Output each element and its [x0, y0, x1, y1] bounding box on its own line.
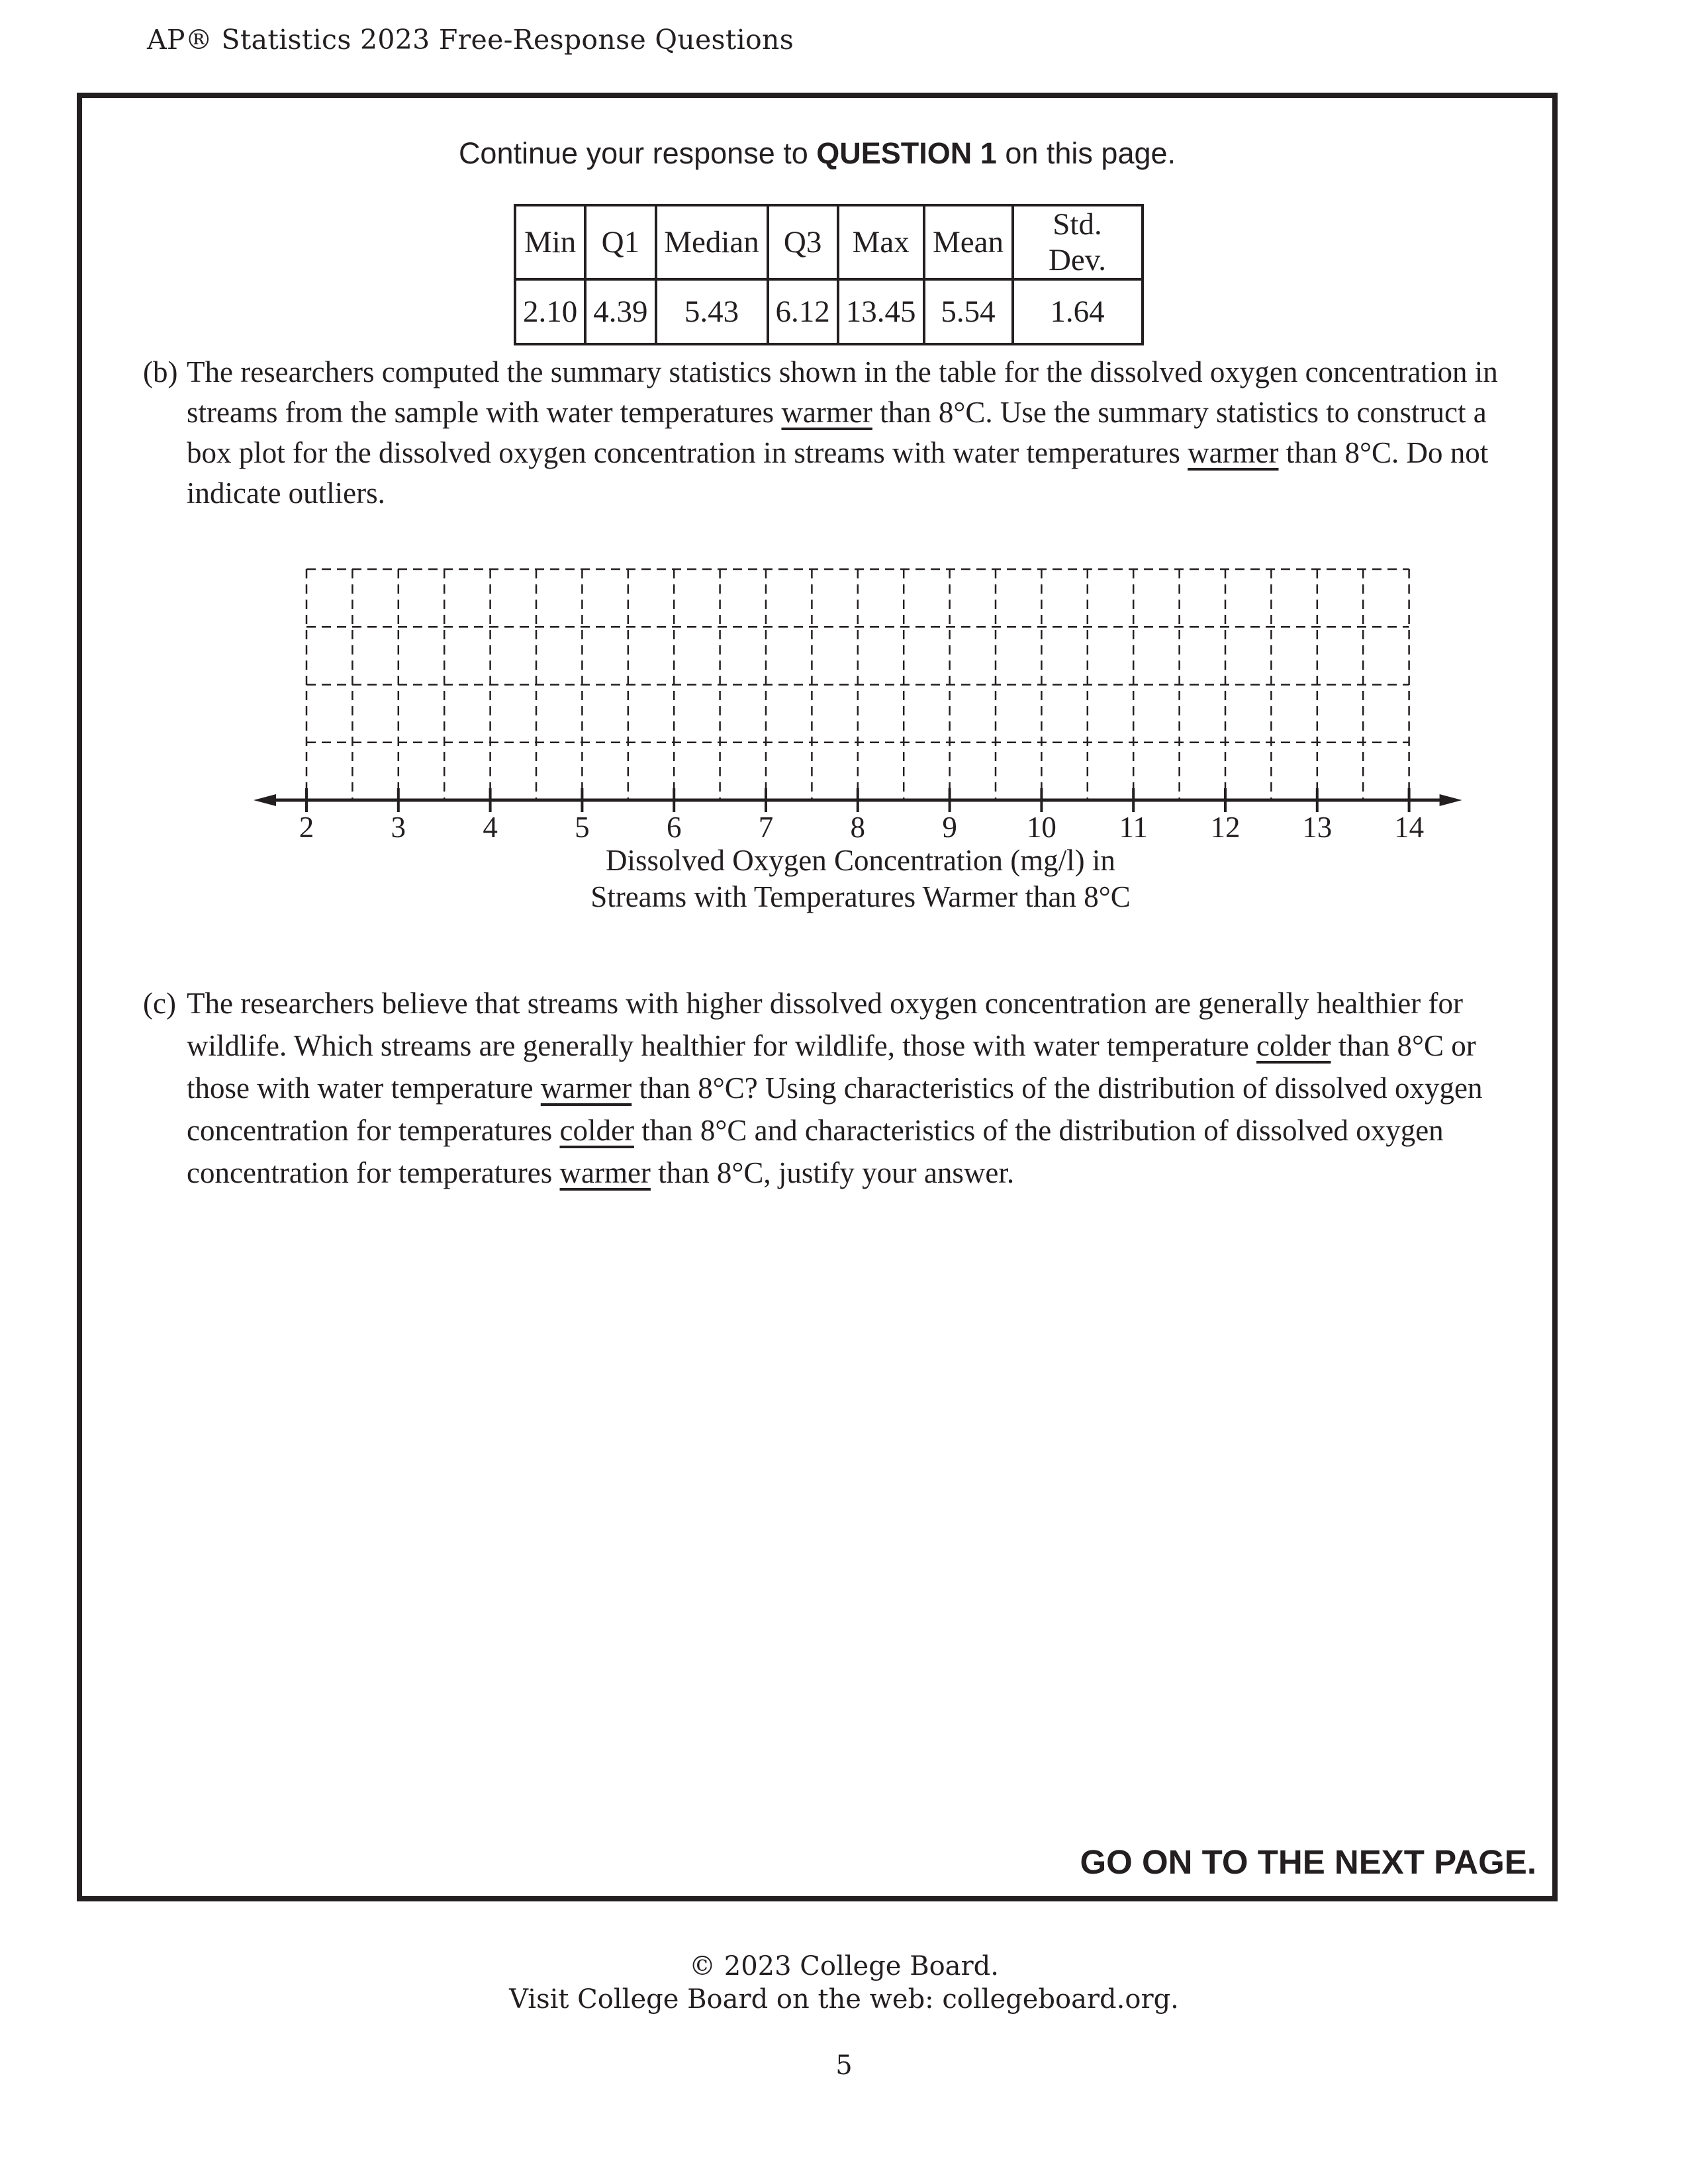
website-line: Visit College Board on the web: collegeboard.org.: [509, 1984, 1179, 2015]
axis-tick-label: 9: [942, 811, 957, 844]
value-median: 5.43: [656, 279, 768, 344]
part-c-text: The researchers believe that streams with higher dissolved oxygen concentration are generally healthier for wildlife. Which streams are generally healthier for wildlife, those with water temperature colder than 8°C or those with water temperature warmer than 8°C? Using characteristics of the distribution of dissolved oxygen concentration for temperatures colder than 8°C and characteristics of the distribution of dissolved oxygen concentration for temperatures warmer than 8°C, justify your answer.: [187, 987, 1483, 1189]
axis-arrow-right: [1440, 794, 1462, 806]
axis-tick-label: 6: [666, 811, 682, 844]
header-q1: Q1: [585, 205, 655, 279]
axis-arrow-left: [254, 794, 276, 806]
header-q3: Q3: [768, 205, 838, 279]
x-axis-label-line2: Streams with Temperatures Warmer than 8°C: [590, 880, 1131, 913]
value-min: 2.10: [515, 279, 585, 344]
dashed-grid: [306, 569, 1409, 800]
header-max: Max: [838, 205, 924, 279]
value-q3: 6.12: [768, 279, 838, 344]
part-c-label: (c): [143, 987, 176, 1020]
value-std-dev: 1.64: [1013, 279, 1143, 344]
header-mean: Mean: [924, 205, 1013, 279]
axis-tick-label: 14: [1394, 811, 1425, 844]
value-max: 13.45: [838, 279, 924, 344]
axis-tick-label: 13: [1302, 811, 1333, 844]
axis-tick-label: 10: [1026, 811, 1056, 844]
value-mean: 5.54: [924, 279, 1013, 344]
part-b-label: (b): [143, 355, 178, 388]
axis-tick-label: 2: [299, 811, 314, 844]
box-plot-grid[interactable]: [82, 98, 1552, 958]
axis-tick-label: 4: [483, 811, 498, 844]
header-min: Min: [515, 205, 585, 279]
axis-tick-label: 12: [1210, 811, 1241, 844]
header-std-dev: Std. Dev.: [1013, 205, 1143, 279]
go-on-next-page: GO ON TO THE NEXT PAGE.: [1080, 1843, 1536, 1881]
question-number: QUESTION 1: [816, 136, 997, 170]
axis-tick-label: 8: [850, 811, 866, 844]
page-header: AP® Statistics 2023 Free-Response Questions: [147, 24, 794, 56]
part-c-prompt: [143, 982, 1540, 1207]
axis-tick-labels: [299, 811, 1424, 844]
axis-tick-label: 7: [758, 811, 774, 844]
axis-tick-label: 5: [575, 811, 590, 844]
header-median: Median: [656, 205, 768, 279]
continue-prefix: Continue your response to: [458, 136, 817, 170]
value-q1: 4.39: [585, 279, 655, 344]
axis-tick-label: 3: [391, 811, 406, 844]
axis-tick-label: 11: [1119, 811, 1148, 844]
x-axis-label-line1: Dissolved Oxygen Concentration (mg/l) in: [606, 844, 1115, 877]
response-frame: [77, 93, 1558, 1901]
continue-suffix: on this page.: [996, 136, 1176, 170]
part-b-text: The researchers computed the summary statistics shown in the table for the dissolved oxygen concentration in streams from the sample with water temperatures warmer than 8°C. Use the summary statistics to construct a box plot for the dissolved oxygen concentration in streams with water temperatures warmer than 8°C. Do not indicate outliers.: [187, 355, 1498, 510]
page-number: 5: [835, 2050, 853, 2081]
copyright-line: © 2023 College Board.: [689, 1951, 999, 1981]
